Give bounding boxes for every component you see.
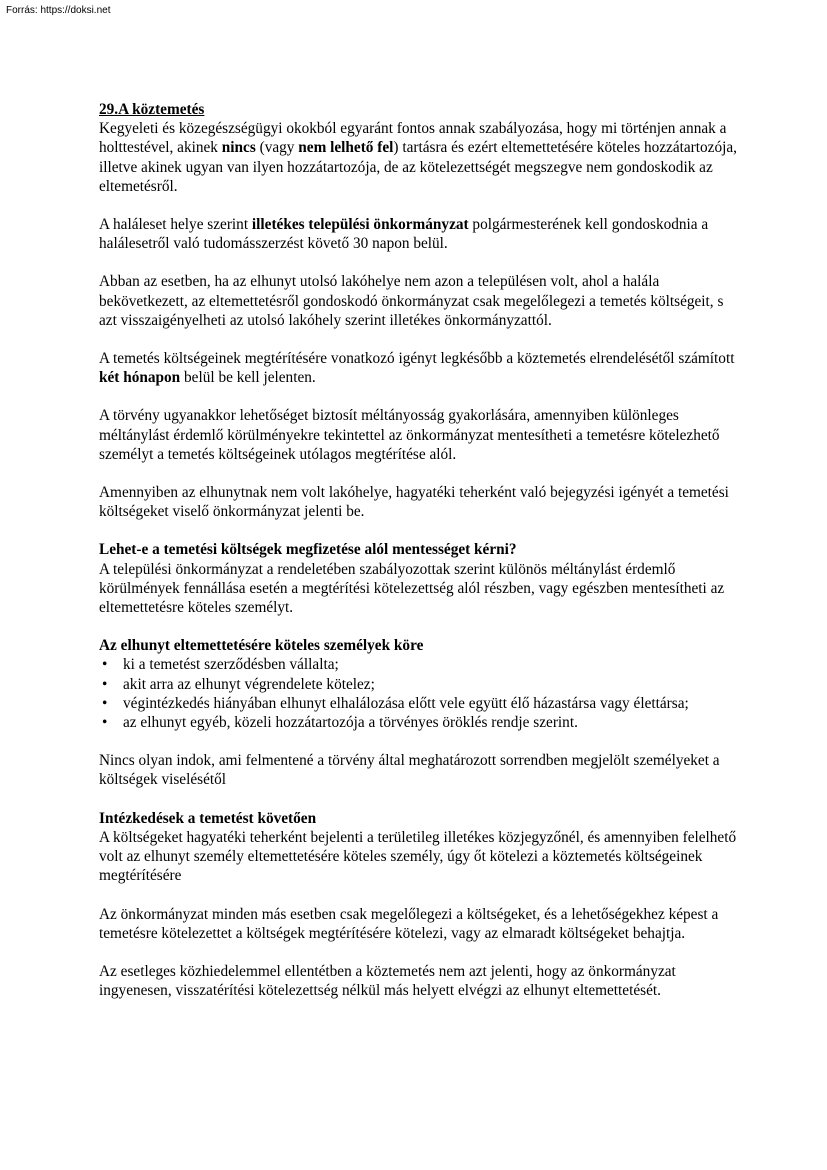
paragraph-2 [99,215,739,253]
section-heading-persons: Az elhunyt eltemettetésére köteles személyek köre [99,637,424,655]
section-text-after-funeral: A költségeket hagyatéki teherként bejelenti a területileg illetékes közjegyzőnél, és amennyiben felelhető volt az elhunyt személy eltemettetésére köteles személy, úgy őt kötelezi a köztemetés költségeinek megtérítésére [99,828,737,885]
section-heading-after-funeral: Intézkedések a temetést követően [99,809,317,827]
p2-text-a: A haláleset helye szerint [99,216,252,234]
intro-text-a: Kegyeleti és közegészségügyi okokból egyaránt fontos annak szabályozása, hogy mi történjen annak a holttestével, akinek [99,120,727,157]
list-item: • ki a temetést szerződésben vállalta; [123,655,739,674]
page-title: 29.A köztemetés [99,101,205,118]
paragraph-7: Nincs olyan indok, ami felmentené a törvény által meghatározott sorrendben megjelölt személyeket a költségek viselésétől [99,752,720,789]
paragraph-9: Az esetleges közhiedelemmel ellentétben a köztemetés nem azt jelenti, hogy az önkormányzat ingyenesen, visszatérítési kötelezettség nélkül más helyett elvégzi az elhunyt eltemettetését. [99,962,676,1000]
paragraph-4 [99,349,739,387]
p2-bold: illetékes települési önkormányzat [251,216,469,234]
intro-text-c: (vagy [255,139,299,157]
persons-list [99,655,739,732]
section-persons [99,636,739,732]
p4-text-a: A temetés költségeinek megtérítésére vonatkozó igényt legkésőbb a köztemetés elrendelésétől számított [99,350,735,368]
list-item: • az elhunyt egyéb, közeli hozzátartozója a törvényes öröklés rendje szerint. [123,713,739,732]
list-item: • végintézkedés hiányában elhunyt elhalálozása előtt vele együtt élő házastársa vagy élettársa; [123,694,739,713]
paragraph-8: Az önkormányzat minden más esetben csak megelőlegezi a költségeket, és a lehetőségekhez képest a temetésre kötelezettet a költségek megtérítésére kötelezi, vagy az elmaradt költségeket behajtja. [99,905,719,942]
paragraph-3: Abban az esetben, ha az elhunyt utolsó lakóhelye nem azon a településen volt, ahol a halála bekövetkezett, az eltemettetésről gondoskodó önkormányzat csak megelőlegezi a temetés költségeit, s azt visszaigényelheti az utolsó lakóhely szerint illetékes önkormányzattól. [99,273,724,329]
paragraph-6: Amennyiben az elhunytnak nem volt lakóhelye, hagyatéki teherként való bejegyzési igényét a temetési költségeket viselő önkormányzat jelenti be. [99,484,729,521]
document-body [99,100,739,1019]
section-after-funeral [99,809,739,886]
source-label: Forrás: https://doksi.net [6,5,111,16]
list-item: • akit arra az elhunyt végrendelete kötelez; [123,675,739,694]
intro-text-d: ) tartásra és ezért eltemettetésére köteles hozzátartozója, illetve akinek ugyan van ilyen hozzátartozója, de az kötelezettségét megszegve nem gondoskodik az eltemetésről. [99,139,737,195]
paragraph-5: A törvény ugyanakkor lehetőséget biztosít méltányosság gyakorlására, amennyiben különleges méltánylást érdemlő körülményekre tekintettel az önkormányzat mentesítheti a temetésre kötelezhető személyt a temetés költségeinek utólagos megtérítése alól. [99,407,720,463]
p4-bold: két hónapon [99,369,181,387]
section-exemption [99,540,739,617]
intro-paragraph [99,100,739,196]
section-text-exemption: A települési önkormányzat a rendeletében szabályozottak szerint különös méltánylást érdemlő körülmények fennállása esetén a megtérítési kötelezettség alól részben, vagy egészben mentesítheti az eltemettetésre köteles személyt. [99,560,725,617]
intro-bold-nem-lelheto: nem lelhető fel [298,139,394,157]
section-heading-exemption: Lehet-e a temetési költségek megfizetése alól mentességet kérni? [99,541,517,559]
intro-bold-nincs: nincs [221,139,256,157]
p2-text-c: polgármesterének kell gondoskodnia a halálesetről való tudomásszerzést követő 30 napon belül. [99,216,709,253]
p4-text-c: belül be kell jelenten. [180,369,316,387]
